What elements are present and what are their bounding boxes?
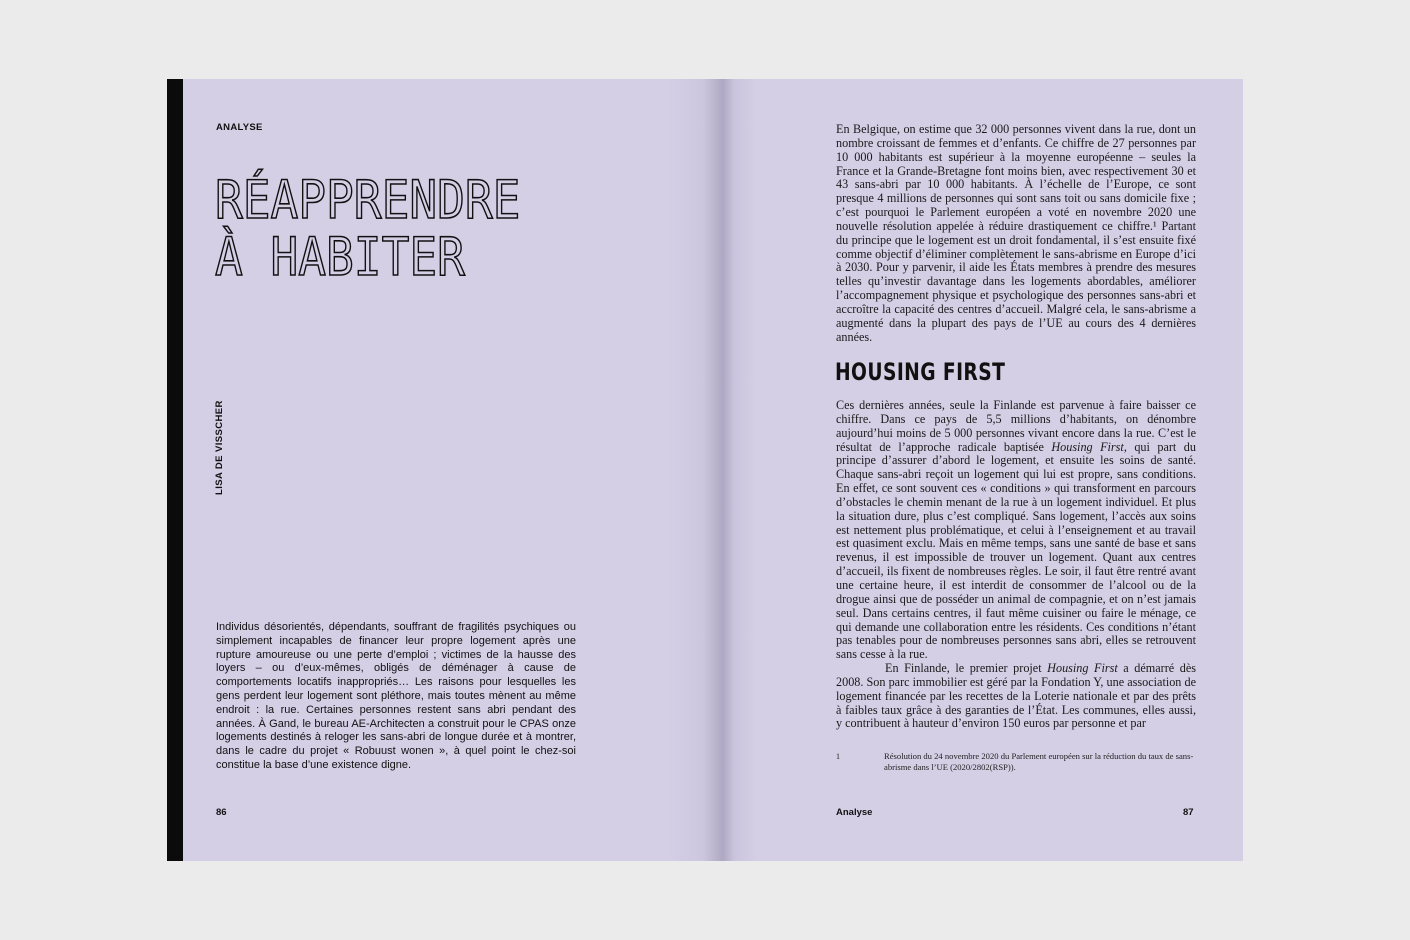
- title-line-1: RÉAPPRENDRE: [215, 170, 521, 231]
- paragraph-3-part-a: En Finlande, le premier projet: [885, 661, 1048, 676]
- running-footer: Analyse: [836, 807, 873, 818]
- title-line-2: À HABITER: [215, 227, 465, 288]
- body-paragraph-2: [836, 399, 1196, 662]
- body-paragraph-3: [836, 662, 1196, 731]
- section-heading: HOUSING FIRST: [835, 358, 1006, 386]
- body-paragraph-1: En Belgique, on estime que 32 000 personnes vivent dans la rue, dont un nombre croissant de femmes et d’enfants. Ce chiffre de 27 personnes par 10 000 habitants est supérieur à la moyenne européenne – seules la France et la Grande-Bretagne font moins bien, avec respectivement 30 et 43 sans-abri par 10 000 habitants. À l’échelle de l’Europe, ce sont presque 4 millions de personnes qui sont sans toit ou sans domicile fixe ; c’est pourquoi le Parlement européen a voté en novembre 2020 une nouvelle résolution appelée à réduire drastiquement ce chiffre.¹ Partant du principe que le logement est un droit fondamental, il s’est ensuite fixé comme objectif d’éliminer complètement le sans-abrisme en Europe d’ici à 2030. Pour y parvenir, il aide les États membres à prendre des mesures telles qu’investir davantage dans les logements abordables, améliorer l’accompagnement physique et psychologique des personnes sans-abri et accroître la capacité des centres d’accueil. Malgré cela, le sans-abrisme a augmenté dans la plupart des pays de l’UE au cours des 4 dernières années.: [836, 122, 1196, 344]
- paragraph-2-part-b: , qui part du principe d’assurer d’abord le logement, et ensuite les soins de santé. Chaque sans-abri reçoit un logement qui lui est propre, sans conditions. En effet, ce sont souvent ces « conditions » qui transforment en parcours d’obstacles le chemin menant de la rue à un logement individuel. Et plus la situation dure, plus c’est compliqué. Sans logement, l’accès aux soins est nettement plus problématique, et celui à l’enseignement et au travail est quasiment exclu. Mais en même temps, sans une santé de base et sans revenus, il est impossible de trouver un logement. Quant aux centres d’accueil, ils fixent de nombreuses règles. Le soir, il faut être rentré avant une certaine heure, il est interdit de consommer de l’alcool ou de la drogue ainsi que de posséder un animal de compagnie, et on n’est jamais seul. Dans certains centres, il faut même cuisiner ou faire le ménage, ce qui demande une collaboration entre les résidents. Ces conditions n’étant pas tenables pour de nombreuses personnes sans abri, elles se retrouvent sans cesse à la rue.: [836, 439, 1196, 662]
- page-gutter-shadow: [667, 79, 757, 861]
- body-text-block: [836, 399, 1196, 731]
- page-number-left: 86: [216, 807, 227, 818]
- paragraph-3-emphasis: Housing First: [1047, 661, 1118, 676]
- article-title: [215, 172, 520, 286]
- footnote-text: Résolution du 24 novembre 2020 du Parlement européen sur la réduction du taux de sans-abrisme dans l’UE (2020/2802(RSP)).: [884, 751, 1194, 772]
- paragraph-3-part-b: a démarré dès 2008. Son parc immobilier est géré par la Fondation Y, une association de logement financée par les recettes de la Loterie nationale et par des prêts à faibles taux grâce à des garanties de l’État. Les communes, elles aussi, y contribuent à hauteur d’environ 150 euros par personne et par: [836, 661, 1197, 731]
- page-number-right: 87: [1183, 807, 1194, 818]
- magazine-spread: [167, 79, 1243, 861]
- footnote-number: 1: [836, 752, 840, 761]
- author-byline: LISA DE VISSCHER: [214, 400, 225, 495]
- paragraph-2-emphasis: Housing First: [1051, 439, 1124, 454]
- lead-paragraph: Individus désorientés, dépendants, souffrant de fragilités psychiques ou simplement incapables de financer leur propre logement après une rupture amoureuse ou une perte d’emploi ; victimes de la hausse des loyers – ou d’eux-mêmes, obligés de déménager à cause de comportements locatifs inappropriés… Les raisons pour lesquelles les gens perdent leur logement sont pléthore, mais toutes mènent au même endroit : la rue. Certaines personnes restent sans abri pendant des années. À Gand, le bureau AE-Architecten a construit pour le CPAS onze logements destinés à reloger les sans-abri de longue durée et à montrer, dans le cadre du projet « Robuust wonen », à quel point le chez-soi constitue la base d’une existence digne.: [216, 621, 576, 771]
- paragraph-2-part-a: Ces dernières années, seule la Finlande est parvenue à faire baisser ce chiffre. Dans ce pays de 5,5 millions d’habitants, on dénombre aujourd’hui moins de 5 000 personnes vivant encore dans la rue. C’est le résultat de l’approche radicale baptisée: [836, 398, 1196, 454]
- section-kicker: ANALYSE: [216, 122, 263, 133]
- black-edge-bar: [167, 79, 183, 861]
